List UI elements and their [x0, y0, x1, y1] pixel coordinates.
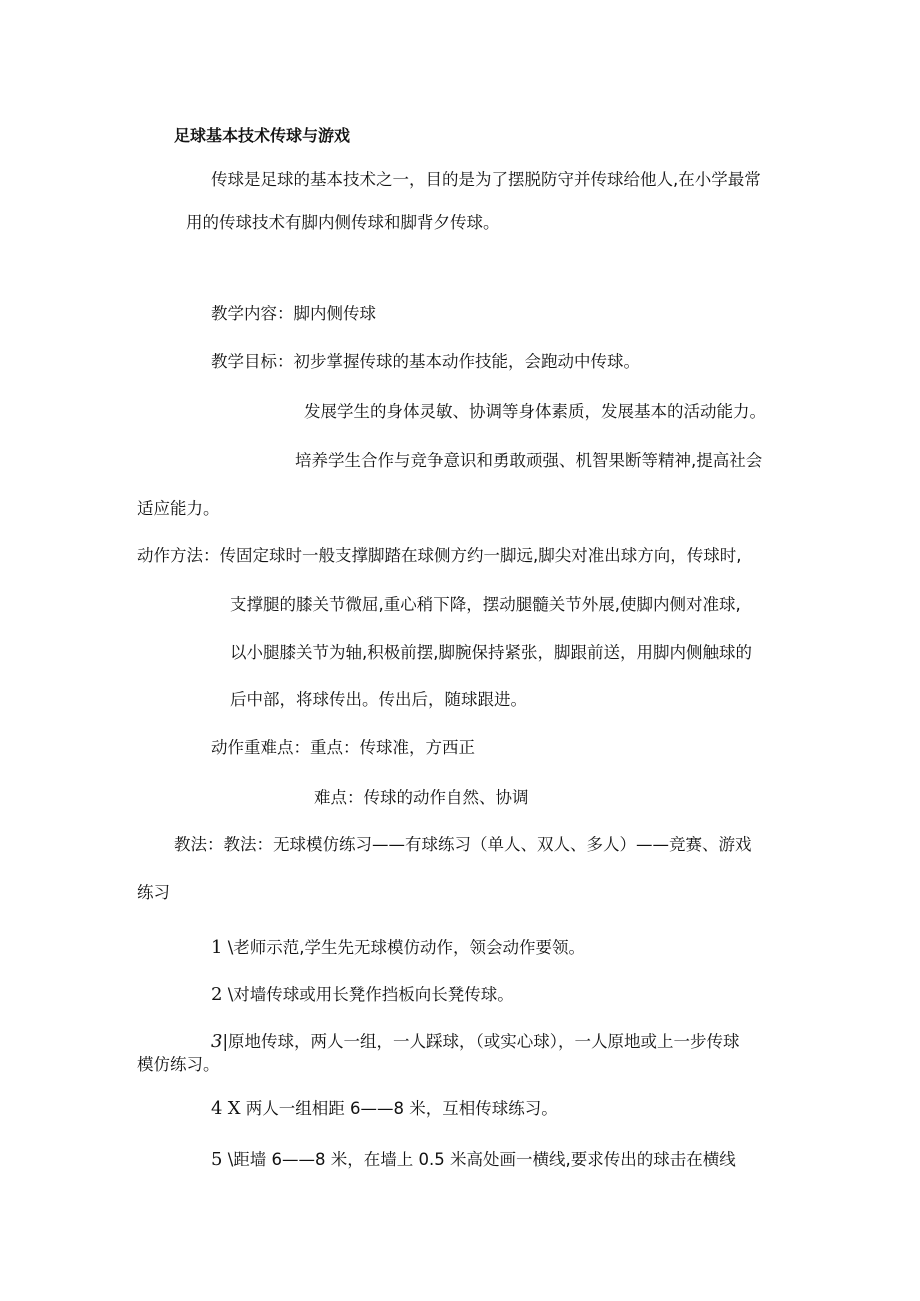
teaching-method-line-1: 教法：教法：无球模仿练习——有球练习（单人、双人、多人）——竞赛、游戏	[174, 835, 752, 854]
step-4	[211, 1099, 558, 1119]
step-number: 2	[211, 984, 223, 1005]
teaching-method-line-2: 练习	[137, 883, 170, 902]
step-number: 1	[211, 937, 223, 958]
step-3	[211, 1032, 740, 1052]
step-number: 3	[211, 1031, 223, 1052]
method-line-4: 后中部，将球传出。传出后，随球跟进。	[230, 690, 527, 709]
teaching-goal-line-4: 适应能力。	[137, 499, 220, 518]
step-text: 原地传球，两人一组，一人踩球，（或实心球），一人原地或上一步传球	[228, 1032, 740, 1051]
step-text: 老师示范,学生先无球模仿动作，领会动作要领。	[233, 938, 586, 957]
step-number: 4	[211, 1098, 223, 1119]
method-line-2: 支撑腿的膝关节微屈,重心稍下降，摆动腿髓关节外展,使脚内侧对准球,	[230, 595, 741, 614]
teaching-goal-line-2: 发展学生的身体灵敏、协调等身体素质，发展基本的活动能力。	[304, 402, 766, 421]
key-point: 动作重难点：重点：传球准，方西正	[211, 738, 475, 757]
step-separator: \	[227, 985, 234, 1004]
step-5	[211, 1150, 736, 1170]
step-separator: X	[227, 1098, 241, 1119]
step-text: 两人一组相距 6——8 米，互相传球练习。	[245, 1099, 558, 1118]
step-separator: \	[227, 1150, 234, 1169]
step-separator: |	[222, 1032, 229, 1051]
method-line-3: 以小腿膝关节为轴,积极前摆,脚腕保持紧张，脚跟前送，用脚内侧触球的	[230, 643, 752, 662]
teaching-content: 教学内容：脚内侧传球	[211, 304, 376, 323]
teaching-goal-line-1: 教学目标：初步掌握传球的基本动作技能，会跑动中传球。	[211, 352, 640, 371]
step-number: 5	[211, 1149, 223, 1170]
step-text: 距墙 6——8 米，在墙上 0.5 米高处画一横线,要求传出的球击在横线	[233, 1150, 736, 1169]
teaching-goal-line-3: 培养学生合作与竞争意识和勇敢顽强、机智果断等精神,提高社会	[295, 451, 763, 470]
step-text: 对墙传球或用长凳作挡板向长凳传球。	[233, 985, 514, 1004]
document-title: 足球基本技术传球与游戏	[174, 126, 351, 145]
intro-line-2: 用的传球技术有脚内侧传球和脚背夕传球。	[186, 213, 500, 232]
method-line-1: 动作方法：传固定球时一般支撑脚踏在球侧方约一脚远,脚尖对准出球方向，传球时,	[137, 546, 742, 565]
step-1	[211, 938, 585, 958]
step-3-continuation: 模仿练习。	[137, 1055, 220, 1074]
difficult-point: 难点：传球的动作自然、协调	[314, 788, 529, 807]
step-separator: \	[227, 938, 234, 957]
step-2	[211, 985, 514, 1005]
intro-line-1: 传球是足球的基本技术之一，目的是为了摆脱防守并传球给他人,在小学最常	[211, 170, 761, 189]
